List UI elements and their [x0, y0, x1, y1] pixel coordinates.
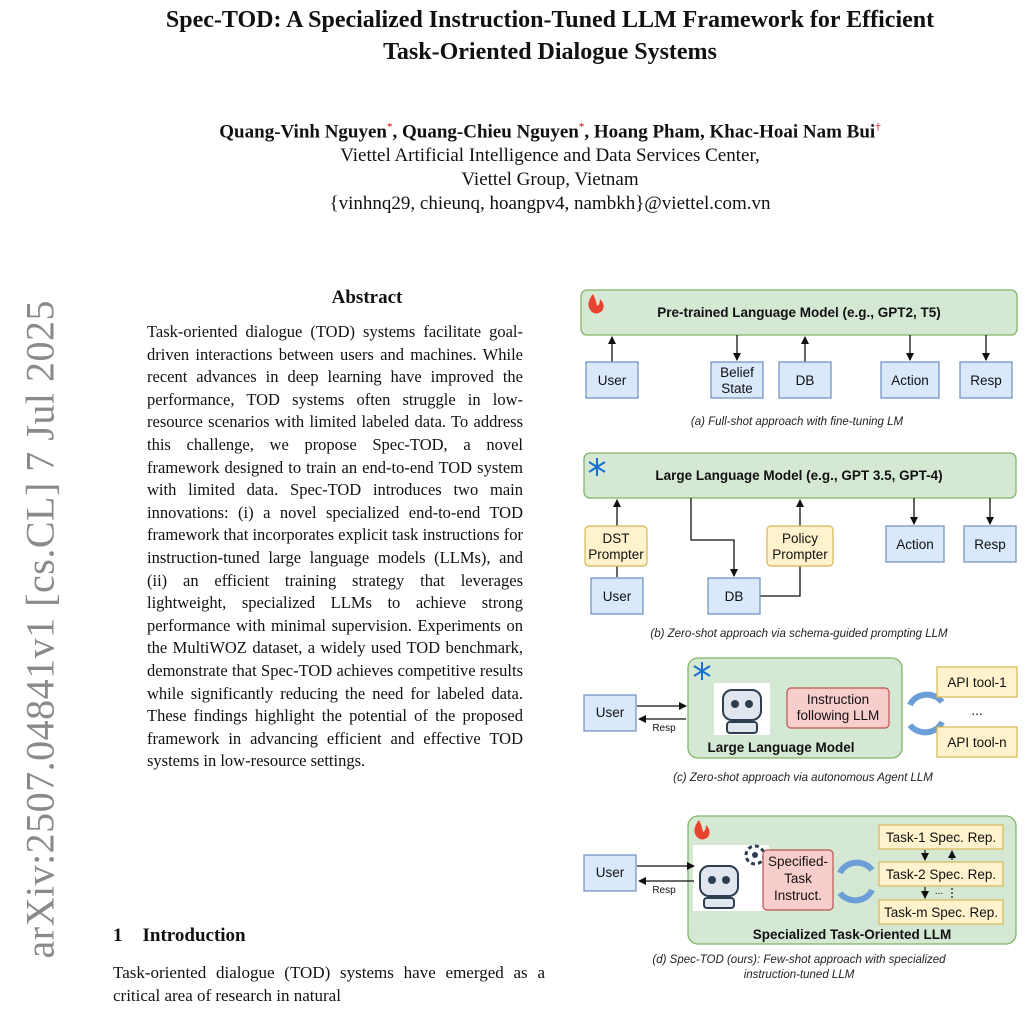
- abstract-heading: Abstract: [331, 287, 403, 308]
- affiliation-line-2: Viettel Group, Vietnam: [461, 169, 639, 190]
- pretrained-lm-label: Pre-trained Language Model (e.g., GPT2, T5): [657, 305, 941, 320]
- resp-arrow-label: Resp: [652, 885, 676, 896]
- author-emails: {vinhnq29, chieunq, hoangpv4, nambkh}@viettel.com.vn: [329, 193, 771, 214]
- user-label: User: [595, 865, 625, 880]
- user-label: User: [595, 705, 625, 720]
- specified-label: Specified-: [767, 854, 829, 869]
- author-mark: *: [578, 121, 585, 133]
- section-number: 1: [113, 925, 123, 946]
- author-list: Quang-Vinh Nguyen*, Quang-Chieu Nguyen*, Hoang Pham, Khac-Hoai Nam Bui†: [219, 121, 881, 143]
- author-mark: †: [875, 121, 881, 133]
- author-name: Quang-Vinh Nguyen: [219, 121, 387, 143]
- arxiv-stamp: arXiv:2507.04841v1 [cs.CL] 7 Jul 2025: [17, 300, 63, 959]
- title-line-1: Spec-TOD: A Specialized Instruction-Tuned LLM Framework for Efficient: [165, 7, 935, 33]
- db-label: DB: [724, 589, 744, 604]
- db-label: DB: [795, 373, 815, 388]
- following-llm-label: following LLM: [796, 708, 880, 723]
- caption-a: (a) Full-shot approach with fine-tuning LM: [690, 416, 904, 428]
- author-name: Hoang Pham: [593, 121, 700, 143]
- policy-label: Policy: [781, 531, 819, 546]
- prompter-label: Prompter: [772, 547, 828, 562]
- panel-b: [584, 453, 1016, 640]
- caption-d-line-1: (d) Spec-TOD (ours): Few-shot approach with specialized: [652, 954, 946, 966]
- intro-text: Task-oriented dialogue (TOD) systems have emerged as a critical area of research in natural: [113, 963, 545, 1005]
- instruction-label: Instruction: [806, 692, 870, 707]
- title-line-2: Task-Oriented Dialogue Systems: [383, 39, 717, 65]
- task-dots: ...: [934, 886, 944, 897]
- api-dots: ...: [971, 703, 983, 718]
- task-m-rep-label: Task-m Spec. Rep.: [883, 905, 999, 920]
- specialized-llm-label: Specialized Task-Oriented LLM: [752, 927, 952, 942]
- caption-c: (c) Zero-shot approach via autonomous Agent LLM: [673, 772, 933, 784]
- abstract-text: Task-oriented dialogue (TOD) systems facilitate goal-driven interactions between users and machines. While recent advances in deep learning have improved the performance, TOD systems often struggle in low-resource scenarios with limited labeled data. To address this challenge, we propose Spec-TOD, a novel framework designed to train an end-to-end TOD system with limited data. Spec-TOD introduces two main innovations: (i) a novel specialized end-to-end TOD framework that incorporates explicit task instructions for instruction-tuned large language models (LLMs), and (ii) an efficient training strategy that leverages lightweight, specialized LLMs to achieve strong performance with minimal supervision. Experiments on the MultiWOZ dataset, a widely used TOD benchmark, demonstrate that Spec-TOD achieves competitive results while significantly reducing the need for labeled data. These findings highlight the potential of the proposed framework in advancing efficient and effective TOD systems in low-resource settings.: [147, 322, 523, 771]
- belief-label: Belief: [720, 365, 754, 380]
- api-tool-n-label: API tool-n: [947, 735, 1007, 750]
- panel-c: [584, 658, 1017, 784]
- state-label: State: [721, 381, 753, 396]
- llm-label: Large Language Model (e.g., GPT 3.5, GPT-4): [655, 468, 943, 483]
- author-name: Khac-Hoai Nam Bui: [709, 121, 876, 143]
- caption-d-line-2: instruction-tuned LLM: [743, 969, 855, 981]
- robot-icon: [714, 683, 770, 735]
- task-2-rep-label: Task-2 Spec. Rep.: [885, 867, 997, 882]
- resp-label: Resp: [974, 537, 1006, 552]
- user-label: User: [597, 373, 627, 388]
- action-label: Action: [891, 373, 929, 388]
- action-label: Action: [896, 537, 934, 552]
- caption-b: (b) Zero-shot approach via schema-guided prompting LLM: [650, 628, 948, 640]
- api-tool-1-label: API tool-1: [947, 675, 1007, 690]
- robot-gear-icon: [693, 845, 769, 911]
- section-title: Introduction: [142, 925, 246, 946]
- user-label: User: [602, 589, 632, 604]
- author-mark: *: [387, 121, 393, 133]
- task-1-rep-label: Task-1 Spec. Rep.: [885, 830, 997, 845]
- resp-label: Resp: [970, 373, 1002, 388]
- panel-d: [584, 816, 1016, 981]
- prompter-label: Prompter: [588, 547, 644, 562]
- instruct-label: Instruct.: [773, 888, 823, 903]
- panel-a: [581, 290, 1017, 428]
- affiliation-line-1: Viettel Artificial Intelligence and Data Services Center,: [340, 145, 760, 166]
- dst-label: DST: [602, 531, 630, 546]
- resp-arrow-label: Resp: [652, 723, 676, 734]
- author-name: Quang-Chieu Nguyen: [402, 121, 579, 143]
- agent-llm-label: Large Language Model: [707, 740, 855, 755]
- task-label: Task: [784, 871, 812, 886]
